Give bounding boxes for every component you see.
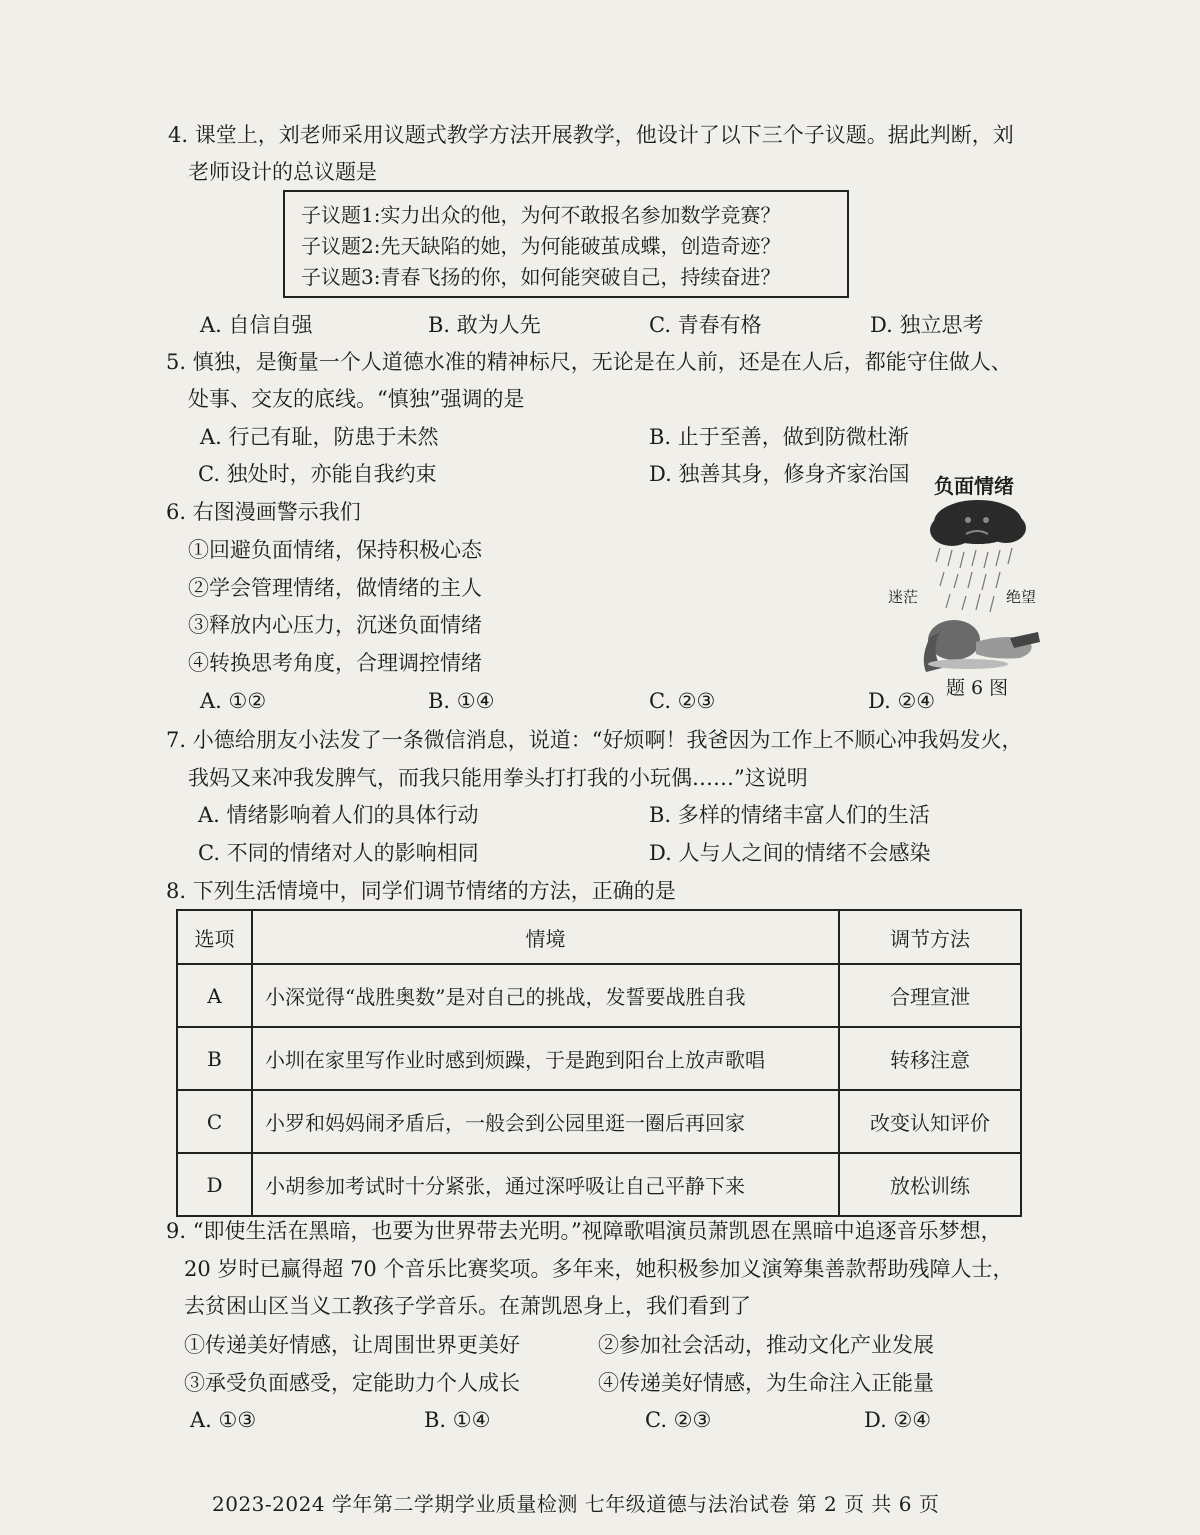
row-method: 合理宣泄 (839, 964, 1021, 1027)
q7-option-a: A. 情绪影响着人们的具体行动 (198, 803, 479, 827)
q7-option-d: D. 人与人之间的情绪不会感染 (649, 841, 931, 865)
q9-stem-line2: 20 岁时已赢得超 70 个音乐比赛奖项。多年来，她积极参加义演筹集善款帮助残障人士， (184, 1257, 1014, 1281)
q4-option-b: B. 敢为人先 (428, 313, 541, 337)
header-situation: 情境 (252, 910, 839, 964)
table-header-row (177, 910, 1021, 964)
q9-item-1: ①传递美好情感，让周围世界更美好 (184, 1333, 520, 1357)
cloud-icon (930, 500, 1026, 546)
q5-option-d: D. 独善其身，修身齐家治国 (649, 462, 910, 486)
cartoon-caption: 题 6 图 (946, 677, 1009, 699)
header-method: 调节方法 (839, 910, 1021, 964)
row-method: 改变认知评价 (839, 1090, 1021, 1153)
table-row (177, 1090, 1021, 1153)
q8-stem: 8. 下列生活情境中，同学们调节情绪的方法，正确的是 (166, 879, 676, 903)
q7-option-b: B. 多样的情绪丰富人们的生活 (649, 803, 930, 827)
q9-option-d: D. ②④ (864, 1408, 932, 1432)
q7-option-c: C. 不同的情绪对人的影响相同 (198, 841, 479, 865)
q6-option-a: A. ①② (200, 689, 267, 713)
q4-subtopic-3: 子议题3:青春飞扬的你，如何能突破自己，持续奋进？ (301, 265, 781, 289)
row-method: 转移注意 (839, 1027, 1021, 1090)
q5-option-c: C. 独处时，亦能自我约束 (198, 462, 437, 486)
q8-table (176, 909, 1022, 1217)
q9-item-4: ④传递美好情感，为生命注入正能量 (598, 1371, 934, 1395)
q9-option-c: C. ②③ (645, 1408, 712, 1432)
q4-stem-line2: 老师设计的总议题是 (188, 160, 377, 184)
row-option: B (177, 1027, 252, 1090)
row-method: 放松训练 (839, 1153, 1021, 1216)
q6-option-d: D. ②④ (868, 689, 936, 713)
row-option: D (177, 1153, 252, 1216)
q4-subtopic-2: 子议题2:先天缺陷的她，为何能破茧成蝶，创造奇迹？ (301, 234, 781, 258)
q5-stem-line1: 5. 慎独，是衡量一个人道德水准的精神标尺，无论是在人前，还是在人后，都能守住做人、 (166, 350, 1012, 374)
table-row (177, 964, 1021, 1027)
person-icon (924, 620, 1040, 672)
q9-stem-line3: 去贫困山区当义工教孩子学音乐。在萧凯恩身上，我们看到了 (184, 1294, 751, 1318)
q5-option-b: B. 止于至善，做到防微杜渐 (649, 425, 909, 449)
q4-stem-line1: 4. 课堂上，刘老师采用议题式教学方法开展教学，他设计了以下三个子议题。据此判断，刘 (168, 123, 1014, 147)
row-situation: 小圳在家里写作业时感到烦躁，于是跑到阳台上放声歌唱 (252, 1027, 839, 1090)
q5-stem-line2: 处事、交友的底线。“慎独”强调的是 (188, 387, 525, 411)
cartoon-left-label: 迷茫 (888, 588, 919, 606)
q9-option-a: A. ①③ (190, 1408, 257, 1432)
q6-cartoon (880, 470, 1050, 700)
rain-icon (936, 548, 1012, 612)
row-option: C (177, 1090, 252, 1153)
table-row (177, 1027, 1021, 1090)
cartoon-right-label: 绝望 (1006, 588, 1037, 606)
q4-subtopic-1: 子议题1:实力出众的他，为何不敢报名参加数学竞赛？ (301, 203, 781, 227)
q4-option-c: C. 青春有格 (649, 313, 762, 337)
q9-item-3: ③承受负面感受，定能助力个人成长 (184, 1371, 520, 1395)
row-option: A (177, 964, 252, 1027)
cartoon-title: 负面情绪 (934, 474, 1014, 498)
q7-stem-line1: 7. 小德给朋友小法发了一条微信消息，说道：“好烦啊！我爸因为工作上不顺心冲我妈发火， (166, 728, 1023, 752)
q6-item-4: ④转换思考角度，合理调控情绪 (188, 651, 482, 675)
q6-option-b: B. ①④ (428, 689, 495, 713)
q6-stem: 6. 右图漫画警示我们 (166, 500, 361, 524)
header-option: 选项 (177, 910, 252, 964)
q5-option-a: A. 行己有耻，防患于未然 (200, 425, 439, 449)
q4-option-a: A. 自信自强 (200, 313, 313, 337)
row-situation: 小罗和妈妈闹矛盾后，一般会到公园里逛一圈后再回家 (252, 1090, 839, 1153)
q7-stem-line2: 我妈又来冲我发脾气，而我只能用拳头打打我的小玩偶……”这说明 (188, 766, 808, 790)
table-row (177, 1153, 1021, 1216)
q9-option-b: B. ①④ (424, 1408, 491, 1432)
q9-stem-line1: 9. “即使生活在黑暗，也要为世界带去光明。”视障歌唱演员萧凯恩在黑暗中追逐音乐梦想， (166, 1219, 1002, 1243)
q6-item-2: ②学会管理情绪，做情绪的主人 (188, 576, 482, 600)
q4-option-d: D. 独立思考 (870, 313, 984, 337)
page-footer: 2023-2024 学年第二学期学业质量检测 七年级道德与法治试卷 第 2 页 共 6 页 (212, 1492, 940, 1516)
q6-item-1: ①回避负面情绪，保持积极心态 (188, 538, 482, 562)
row-situation: 小深觉得“战胜奥数”是对自己的挑战，发誓要战胜自我 (252, 964, 839, 1027)
row-situation: 小胡参加考试时十分紧张，通过深呼吸让自己平静下来 (252, 1153, 839, 1216)
q4-subtopic-box (283, 190, 849, 298)
q6-option-c: C. ②③ (649, 689, 716, 713)
q6-item-3: ③释放内心压力，沉迷负面情绪 (188, 613, 482, 637)
q9-item-2: ②参加社会活动，推动文化产业发展 (598, 1333, 934, 1357)
